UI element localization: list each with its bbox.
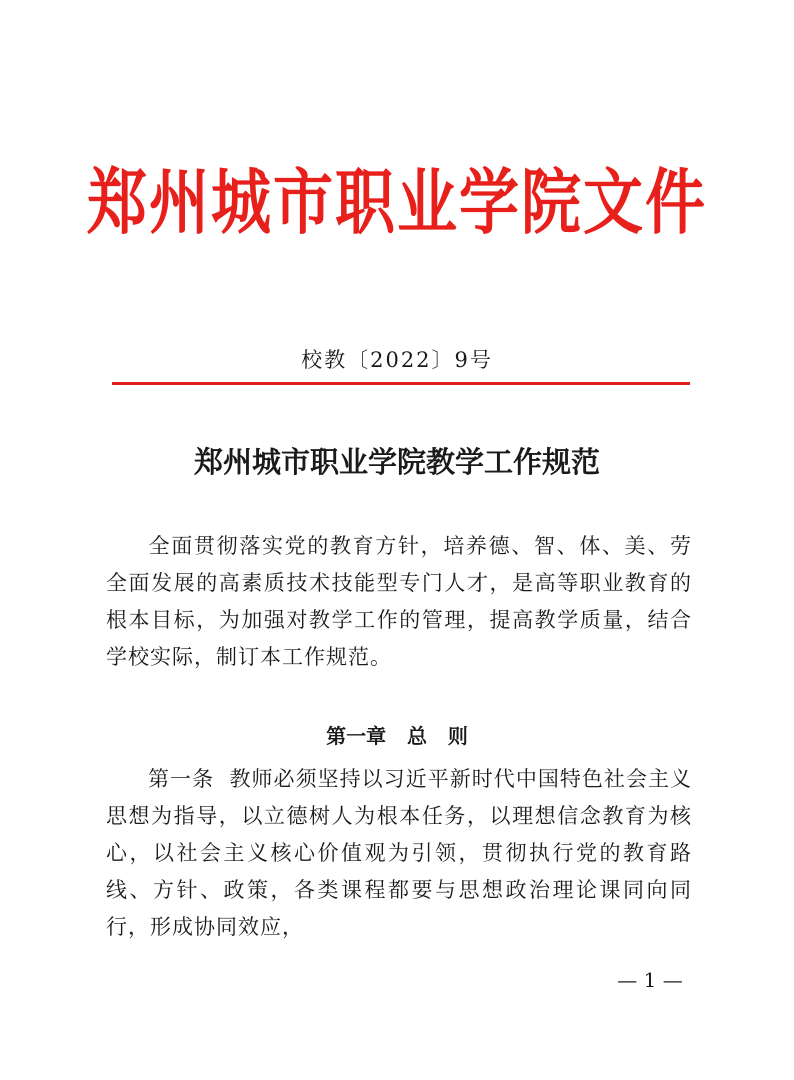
intro-paragraph-text: 全面贯彻落实党的教育方针，培养德、智、体、美、劳全面发展的高素质技术技能型专门人才，是高等职业教育的根本目标，为加强对教学工作的管理，提高教学质量，结合学校实际，制订本工作规范。 xyxy=(106,534,692,669)
document-header-title: 郑州城市职业学院文件 xyxy=(87,162,707,245)
article-label: 第一条 xyxy=(148,767,230,791)
red-divider-line xyxy=(112,382,690,385)
document-title: 郑州城市职业学院教学工作规范 xyxy=(193,445,600,479)
page-number: — 1 — xyxy=(617,968,683,992)
document-number: 校教〔2022〕9号 xyxy=(301,348,493,372)
article-paragraph xyxy=(106,761,692,946)
chapter-heading: 第一章 总 则 xyxy=(326,724,468,748)
intro-paragraph xyxy=(106,528,692,676)
article-text: 教师必须坚持以习近平新时代中国特色社会主义思想为指导，以立德树人为根本任务，以理想信念教育为核心，以社会主义核心价值观为引领，贯彻执行党的教育路线、方针、政策，各类课程都要与思想政治理论课同向同行，形成协同效应， xyxy=(106,767,692,939)
